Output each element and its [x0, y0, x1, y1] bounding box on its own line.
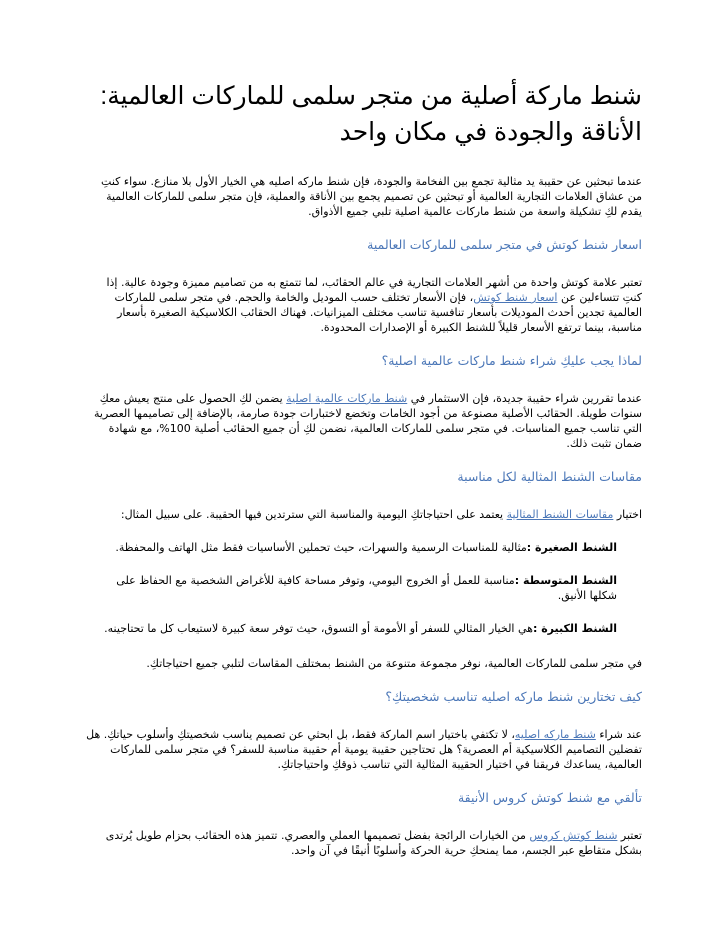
size-item-small: الشنط الصغيرة :مثالية للمناسبات الرسمية والسهرات، حيث تحملين الأساسيات فقط مثل الهاتف والمحفظة.: [115, 541, 617, 554]
original-brands-link[interactable]: شنط ماركات عالمية اصلية: [286, 392, 408, 405]
sizes-paragraph: اختيار مقاسات الشنط المثالية يعتمد على احتياجاتكِ اليومية والمناسبة التي سترتدين فيها الحقيبة. على سبيل المثال:: [120, 508, 642, 521]
size-item-large: الشنط الكبيرة :هي الخيار المثالي للسفر أو الأمومة أو التسوق، حيث توفر سعة كبيرة لاستيعاب كل ما تحتاجينه.: [104, 622, 617, 635]
original-bags-link[interactable]: شنط ماركه اصليه: [514, 728, 596, 741]
intro-paragraph: عندما تبحثين عن حقيبة يد مثالية تجمع بين الفخامة والجودة، فإن شنط ماركه اصليه هي الخيار الأول بلا منازع. سواء كنتِ من عشاق العلامات التجارية العالمية أو تبحثين عن تصميم يجمع بين الأناقة والعملية، فإن متجر سلمى للماركات العالمية يقدم لكِ تشكيلة واسعة من شنط ماركات عالمية اصلية تلبي جميع الأذواق.: [101, 175, 642, 218]
coach-cross-link[interactable]: شنط كوتش كروس: [529, 829, 618, 842]
title-line-1: شنط ماركة أصلية من متجر سلمى للماركات العالمية:: [100, 82, 642, 110]
document-page: [86, 78, 642, 858]
coach-prices-paragraph: تعتبر علامة كوتش واحدة من أشهر العلامات التجارية في عالم الحقائب، لما تتمتع به من تصاميم مميزة وجودة عالية. إذا كنتِ تتساءلين عن اسعار شنط كوتش، فإن الأسعار تختلف حسب الموديل والخامة والحجم. في متجر سلمى للماركات العالمية تجدين أحدث الموديلات بأسعار تنافسية تناسب مختلف الميزانيات. فهناك الحقائب الكلاسيكية الصغيرة بأسعار مناسبة، بينما ترتفع الأسعار قليلاً للشنط الكبيرة أو الإصدارات المحدودة.: [106, 276, 642, 334]
section-heading-sizes: مقاسات الشنط المثالية لكل مناسبة: [457, 469, 642, 484]
page-title: [86, 78, 642, 150]
section-heading-coach-cross: تألقي مع شنط كوتش كروس الأنيقة: [457, 790, 642, 805]
sizes-outro-paragraph: في متجر سلمى للماركات العالمية، نوفر مجموعة متنوعة من الشنط بمختلف المقاسات لتلبي جميع احتياجاتكِ.: [146, 657, 642, 670]
coach-cross-paragraph: تعتبر شنط كوتش كروس من الخيارات الرائجة بفضل تصميمها العملي والعصري. تتميز هذه الحقائب بحزام طويل يُرتدى بشكل متقاطع عبر الجسم، مما يمنحكِ حرية الحركة وأسلوبًا أنيقًا في آن واحد.: [105, 829, 642, 857]
choose-paragraph: عند شراء شنط ماركه اصليه، لا تكتفي باختيار اسم الماركة فقط، بل ابحثي عن تصميم يناسب شخصيتكِ وأسلوب حياتكِ. هل تفضلين التصاميم الكلاسيكية أم العصرية؟ هل تحتاجين حقيبة يومية أم حقيبة مناسبة للسفر؟ في متجر سلمى للماركات العالمية، يساعدك فريقنا في اختيار الحقيبة المثالية التي تناسب ذوقكِ واحتياجاتكِ.: [86, 728, 642, 771]
why-buy-paragraph: عندما تقررين شراء حقيبة جديدة، فإن الاستثمار في شنط ماركات عالمية اصلية يضمن لكِ الحصول على منتج يعيش معكِ سنوات طويلة. الحقائب الأصلية مصنوعة من أجود الخامات وتخضع لاختبارات جودة صارمة، بالإضافة إلى تصاميمها العصرية التي تناسب جميع المناسبات. في متجر سلمى للماركات العالمية، نضمن لكِ أن جميع الحقائب أصلية 100%، مع شهادة ضمان تثبت ذلك.: [94, 392, 642, 450]
section-heading-coach-prices: اسعار شنط كوتش في متجر سلمى للماركات العالمية: [367, 237, 642, 252]
section-heading-choose: كيف تختارين شنط ماركه اصليه تناسب شخصيتكِ؟: [385, 689, 642, 704]
bag-sizes-link[interactable]: مقاسات الشنط المثالية: [506, 508, 614, 521]
title-line-2: الأناقة والجودة في مكان واحد: [339, 118, 642, 146]
section-heading-why-buy: لماذا يجب عليكِ شراء شنط ماركات عالمية اصلية؟: [381, 353, 642, 368]
size-item-medium: الشنط المتوسطة :مناسبة للعمل أو الخروج اليومي، وتوفر مساحة كافية للأغراض الشخصية مع الحفاظ على شكلها الأنيق.: [116, 574, 617, 602]
coach-prices-link[interactable]: اسعار شنط كوتش: [473, 291, 558, 304]
